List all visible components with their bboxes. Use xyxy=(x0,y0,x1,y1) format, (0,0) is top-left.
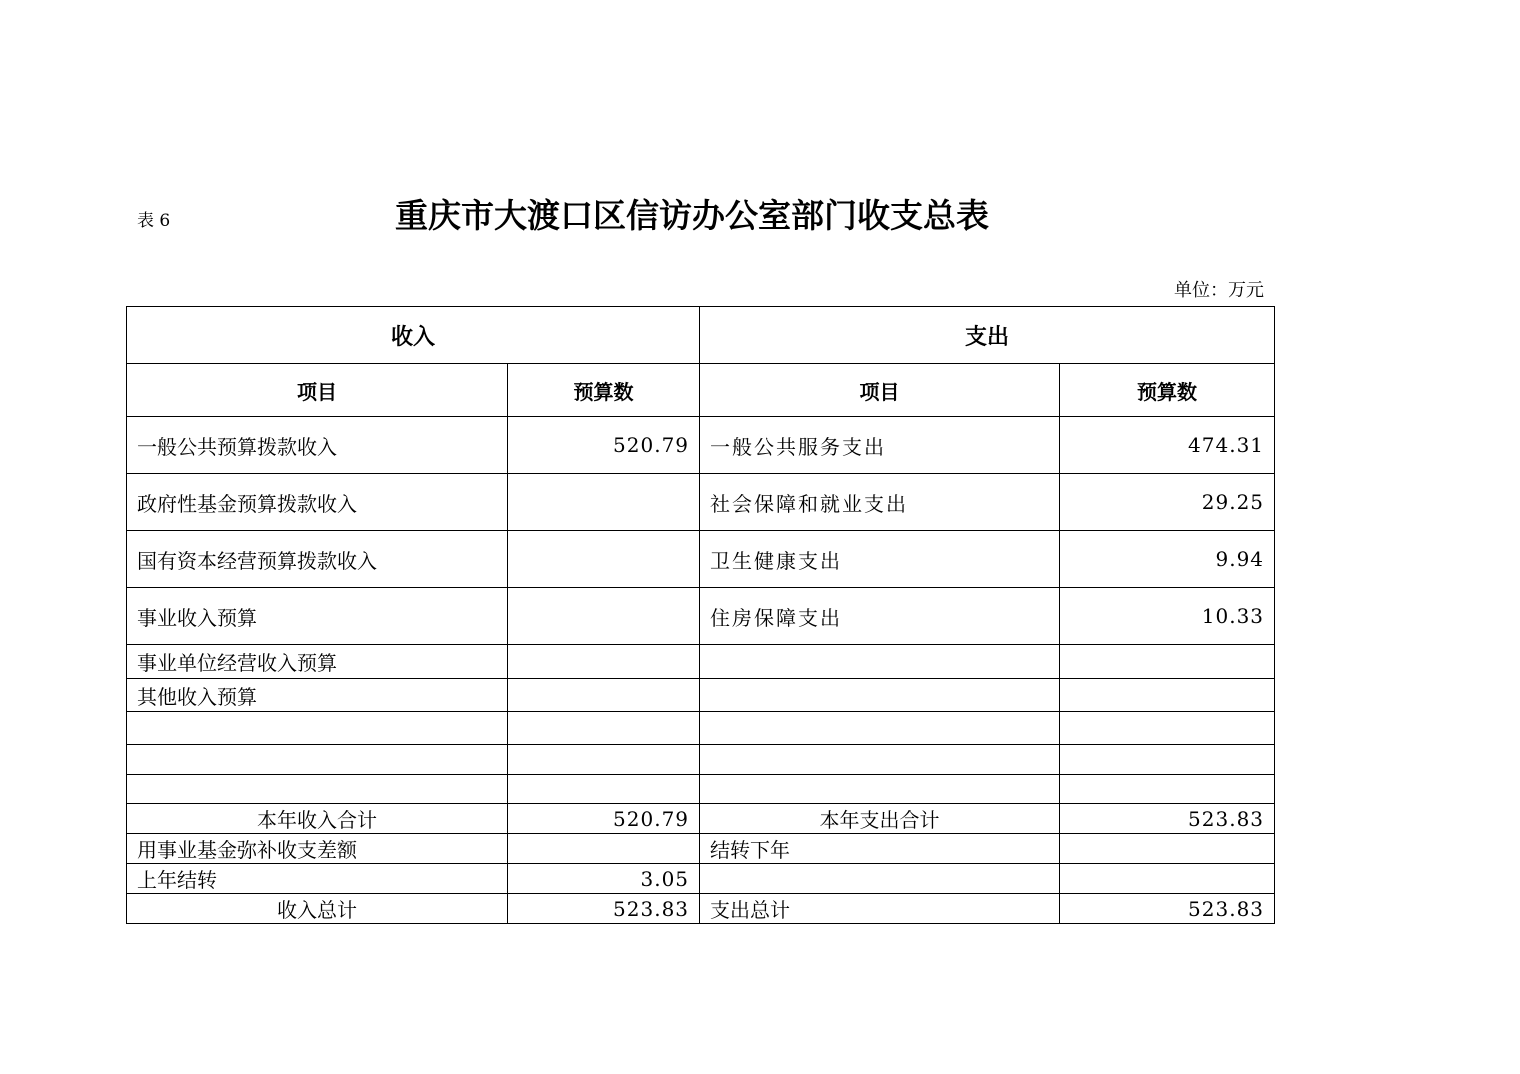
expense-total-label: 支出总计 xyxy=(700,894,1060,924)
expense-value xyxy=(1060,712,1275,745)
income-item: 事业单位经营收入预算 xyxy=(127,645,508,679)
expense-item xyxy=(700,775,1060,804)
income-item xyxy=(127,712,508,745)
expense-item: 一般公共服务支出 xyxy=(700,417,1060,474)
income-value xyxy=(508,745,700,775)
income-total-value: 523.83 xyxy=(508,894,700,924)
income-item xyxy=(127,745,508,775)
expense-value: 9.94 xyxy=(1060,531,1275,588)
income-value: 520.79 xyxy=(508,417,700,474)
expense-value xyxy=(1060,834,1275,864)
table-number-label: 表 6 xyxy=(137,211,171,231)
income-total-label: 收入总计 xyxy=(127,894,508,924)
expense-item xyxy=(700,745,1060,775)
table-row xyxy=(127,679,1275,712)
table-row xyxy=(127,474,1275,531)
table-row xyxy=(127,745,1275,775)
expense-value xyxy=(1060,679,1275,712)
page-title: 重庆市大渡口区信访办公室部门收支总表 xyxy=(395,196,989,235)
income-item: 其他收入预算 xyxy=(127,679,508,712)
expense-subtotal-value: 523.83 xyxy=(1060,804,1275,834)
income-value: 3.05 xyxy=(508,864,700,894)
income-item: 政府性基金预算拨款收入 xyxy=(127,474,508,531)
table-row xyxy=(127,531,1275,588)
income-value xyxy=(508,834,700,864)
income-item: 上年结转 xyxy=(127,864,508,894)
grand-total-row xyxy=(127,894,1275,924)
expense-item: 卫生健康支出 xyxy=(700,531,1060,588)
table-row xyxy=(127,588,1275,645)
income-budget-header: 预算数 xyxy=(508,364,700,417)
expense-item: 住房保障支出 xyxy=(700,588,1060,645)
income-subtotal-value: 520.79 xyxy=(508,804,700,834)
expense-item: 结转下年 xyxy=(700,834,1060,864)
table-row xyxy=(127,712,1275,745)
income-item-header: 项目 xyxy=(127,364,508,417)
expense-section-header: 支出 xyxy=(700,307,1275,364)
income-item: 一般公共预算拨款收入 xyxy=(127,417,508,474)
income-value xyxy=(508,775,700,804)
expense-value: 29.25 xyxy=(1060,474,1275,531)
income-value xyxy=(508,531,700,588)
expense-value xyxy=(1060,775,1275,804)
expense-value xyxy=(1060,864,1275,894)
income-item: 国有资本经营预算拨款收入 xyxy=(127,531,508,588)
expense-item xyxy=(700,864,1060,894)
income-value xyxy=(508,679,700,712)
expense-item xyxy=(700,645,1060,679)
budget-summary-table xyxy=(126,306,1275,924)
income-item xyxy=(127,775,508,804)
expense-value: 474.31 xyxy=(1060,417,1275,474)
expense-value xyxy=(1060,645,1275,679)
section-header-row xyxy=(127,307,1275,364)
table-row xyxy=(127,864,1275,894)
expense-budget-header: 预算数 xyxy=(1060,364,1275,417)
income-subtotal-label: 本年收入合计 xyxy=(127,804,508,834)
income-value xyxy=(508,588,700,645)
income-value xyxy=(508,474,700,531)
table-row xyxy=(127,775,1275,804)
income-value xyxy=(508,645,700,679)
unit-label: 单位：万元 xyxy=(1174,280,1264,301)
expense-total-value: 523.83 xyxy=(1060,894,1275,924)
column-header-row xyxy=(127,364,1275,417)
income-value xyxy=(508,712,700,745)
table-row xyxy=(127,417,1275,474)
expense-item xyxy=(700,679,1060,712)
income-item: 事业收入预算 xyxy=(127,588,508,645)
income-section-header: 收入 xyxy=(127,307,700,364)
expense-subtotal-label: 本年支出合计 xyxy=(700,804,1060,834)
expense-item: 社会保障和就业支出 xyxy=(700,474,1060,531)
expense-value xyxy=(1060,745,1275,775)
expense-item xyxy=(700,712,1060,745)
income-item: 用事业基金弥补收支差额 xyxy=(127,834,508,864)
expense-value: 10.33 xyxy=(1060,588,1275,645)
expense-item-header: 项目 xyxy=(700,364,1060,417)
table-row xyxy=(127,645,1275,679)
table-row xyxy=(127,834,1275,864)
subtotal-row xyxy=(127,804,1275,834)
